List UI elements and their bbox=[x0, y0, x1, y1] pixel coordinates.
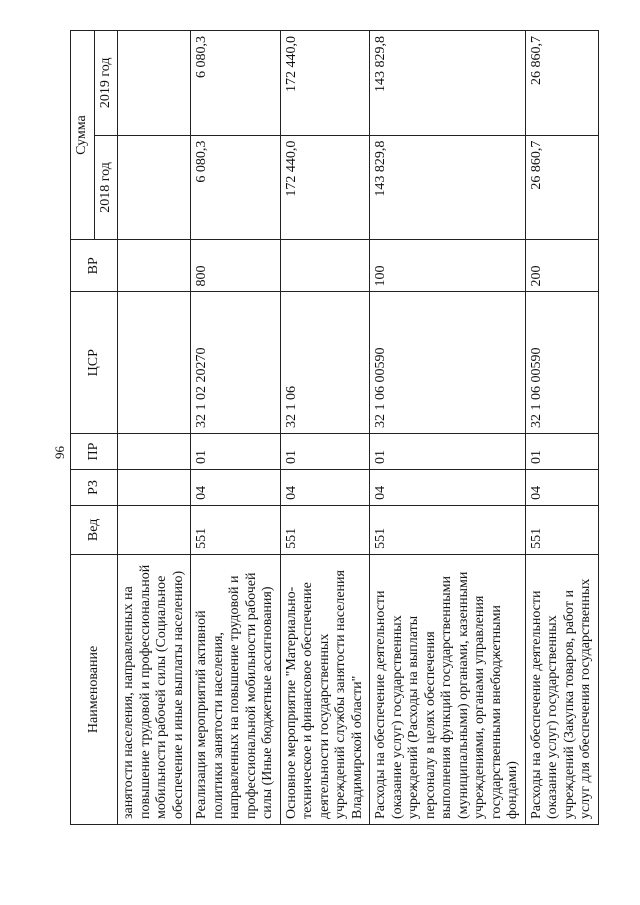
cell-name: Реализация мероприятий активной политики занятости населения, направленных на повышение трудовой и профессиональной мобильности рабочей силы (Иные бюджетные ассигнования) bbox=[191, 554, 281, 824]
cell-csr: 32 1 06 bbox=[280, 292, 370, 434]
cell-name: Расходы на обеспечение деятельности (оказание услуг) государственных учреждений (Закупка товаров, работ и услуг для обеспечения государственных bbox=[525, 554, 598, 824]
cell-pr: 01 bbox=[191, 434, 281, 470]
cell-pr: 01 bbox=[370, 434, 526, 470]
cell-sum-2019: 6 080,3 bbox=[191, 31, 281, 136]
cell-sum-2019: 172 440,0 bbox=[280, 31, 370, 136]
cell-name: занятости населения, направленных на повышение трудовой и профессиональной мобильности рабочей силы (Социальное обеспечение и иные выплаты населению) bbox=[118, 554, 191, 824]
cell-rz: 04 bbox=[280, 469, 370, 505]
cell-csr: 32 1 06 00590 bbox=[370, 292, 526, 434]
cell-ved: 551 bbox=[370, 505, 526, 554]
cell-rz: 04 bbox=[525, 469, 598, 505]
table-row bbox=[525, 31, 598, 825]
cell-sum-2018: 6 080,3 bbox=[191, 135, 281, 240]
cell-rz: 04 bbox=[191, 469, 281, 505]
cell-vr bbox=[280, 240, 370, 292]
table-row bbox=[280, 31, 370, 825]
cell-rz: 04 bbox=[370, 469, 526, 505]
page-number: 96 bbox=[52, 446, 67, 459]
cell-sum-2018: 26 860,7 bbox=[525, 135, 598, 240]
header-name: Наименование bbox=[71, 554, 118, 824]
cell-pr: 01 bbox=[280, 434, 370, 470]
cell-name: Основное мероприятие "Материально-техническое и финансовое обеспечение деятельности государственных учреждений службы занятости населения Владимирской области" bbox=[280, 554, 370, 824]
cell-csr: 32 1 02 20270 bbox=[191, 292, 281, 434]
table-row bbox=[118, 31, 191, 825]
cell-csr bbox=[118, 292, 191, 434]
cell-ved: 551 bbox=[280, 505, 370, 554]
cell-pr: 01 bbox=[525, 434, 598, 470]
cell-vr: 800 bbox=[191, 240, 281, 292]
cell-sum-2019: 26 860,7 bbox=[525, 31, 598, 136]
header-pr: ПР bbox=[71, 434, 118, 470]
cell-ved: 551 bbox=[191, 505, 281, 554]
header-rz: РЗ bbox=[71, 469, 118, 505]
cell-sum-2018 bbox=[118, 135, 191, 240]
cell-sum-2019 bbox=[118, 31, 191, 136]
header-vr: ВР bbox=[71, 240, 118, 292]
cell-vr: 200 bbox=[525, 240, 598, 292]
cell-sum-2018: 143 829,8 bbox=[370, 135, 526, 240]
cell-vr: 100 bbox=[370, 240, 526, 292]
cell-pr bbox=[118, 434, 191, 470]
header-sum: Сумма bbox=[71, 31, 95, 240]
header-csr: ЦСР bbox=[71, 292, 118, 434]
cell-csr: 32 1 06 00590 bbox=[525, 292, 598, 434]
header-year-2019: 2019 год bbox=[94, 31, 118, 136]
cell-vr bbox=[118, 240, 191, 292]
table-row bbox=[370, 31, 526, 825]
cell-ved bbox=[118, 505, 191, 554]
header-ved: Вед bbox=[71, 505, 118, 554]
header-year-2018: 2018 год bbox=[94, 135, 118, 240]
cell-rz bbox=[118, 469, 191, 505]
cell-ved: 551 bbox=[525, 505, 598, 554]
header-row-1 bbox=[71, 31, 95, 825]
cell-name: Расходы на обеспечение деятельности (оказание услуг) государственных учреждений (Расходы на выплаты персоналу в целях обеспечения выполнения функций государственными (муниципальными) органами, казенными учреждениями, органами управления государственными внебюджетными фондами) bbox=[370, 554, 526, 824]
budget-table bbox=[70, 30, 599, 825]
table-row bbox=[191, 31, 281, 825]
cell-sum-2018: 172 440,0 bbox=[280, 135, 370, 240]
cell-sum-2019: 143 829,8 bbox=[370, 31, 526, 136]
